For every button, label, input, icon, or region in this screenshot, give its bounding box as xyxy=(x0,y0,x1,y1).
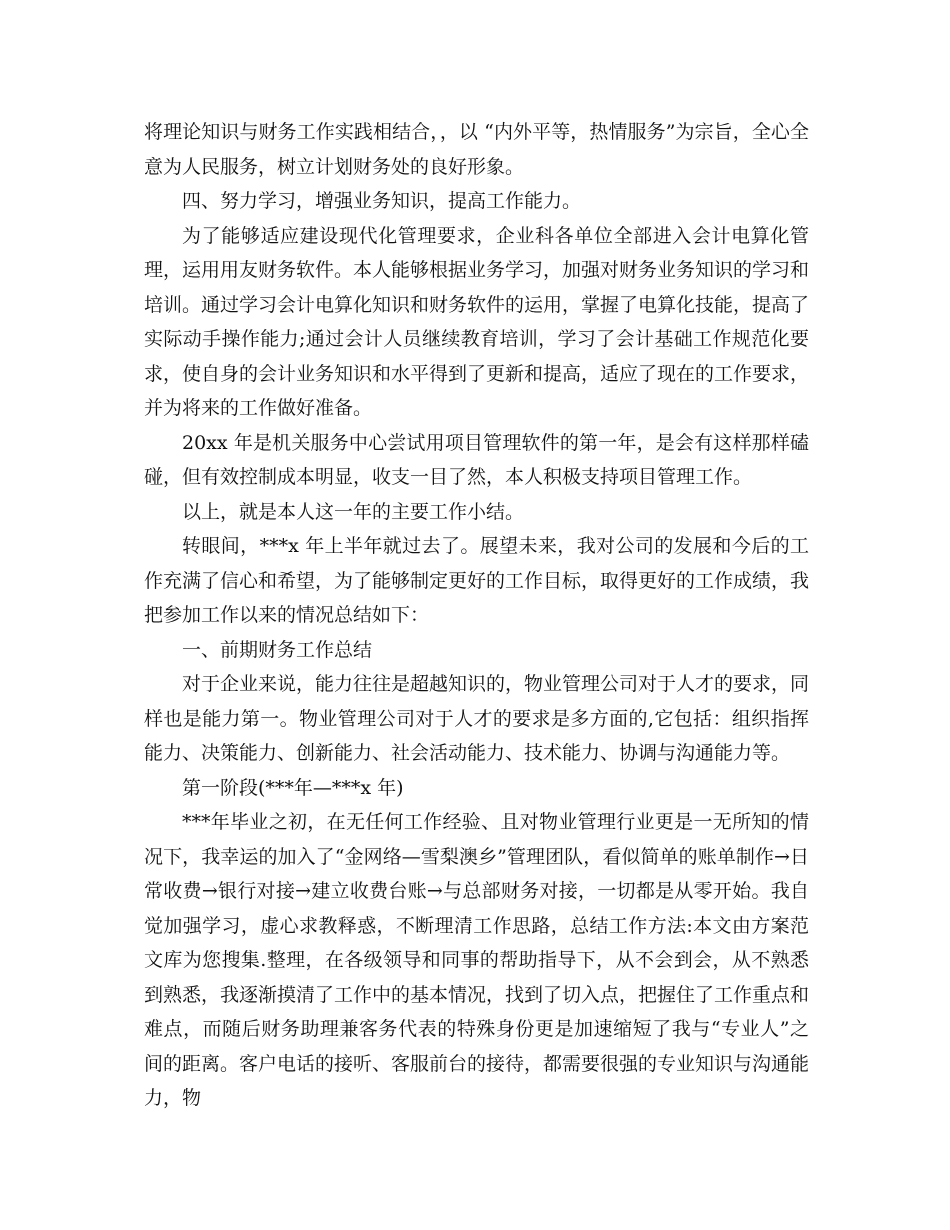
paragraph-1: 将理论知识与财务工作实践相结合，，以 “内外平等，热情服务”为宗旨，全心全意为人民服务，树立计划财务处的良好形象。 xyxy=(144,121,809,178)
paragraph-6: 转眼间，***x 年上半年就过去了。展望未来，我对公司的发展和今后的工作充满了信心和希望，为了能够制定更好的工作目标，取得更好的工作成绩，我把参加工作以来的情况总结如下： xyxy=(144,535,810,626)
paragraph-3: 为了能够适应建设现代化管理要求，企业科各单位全部进入会计电算化管理，运用用友财务软件。本人能够根据业务学习，加强对财务业务知识的学习和培训。通过学习会计电算化知识和财务软件的运用，掌握了电算化技能，提高了实际动手操作能力;通过会计人员继续教育培训，学习了会计基础工作规范化要求，使自身的会计业务知识和水平得到了更新和提高，适应了现在的工作要求，并为将来的工作做好准备。 xyxy=(144,224,810,419)
paragraph-8: 对于企业来说，能力往往是超越知识的，物业管理公司对于人才的要求，同样也是能力第一。物业管理公司对于人才的要求是多方面的,它包括：组织指挥能力、决策能力、创新能力、社会活动能力、技术能力、协调与沟通能力等。 xyxy=(144,673,810,764)
paragraph-10: ***年毕业之初，在无任何工作经验、且对物业管理行业更是一无所知的情况下，我幸运的加入了“金网络—雪梨澳乡”管理团队，看似简单的账单制作→日常收费→银行对接→建立收费台账→与总部财务对接，一切都是从零开始。我自觉加强学习，虚心求教释惑，不断理清工作思路，总结工作方法:本文由方案范文库为您搜集.整理，在各级领导和同事的帮助指导下，从不会到会，从不熟悉到熟悉，我逐渐摸清了工作中的基本情况，找到了切入点，把握住了工作重点和难点，而随后财务助理兼客务代表的特殊身份更是加速缩短了我与“专业人”之间的距离。客户电话的接听、客服前台的接待，都需要很强的专业知识与沟通能力，物 xyxy=(144,811,810,1109)
paragraph-4: 20xx 年是机关服务中心尝试用项目管理软件的第一年，是会有这样那样磕碰，但有效控制成本明显，收支一目了然，本人积极支持项目管理工作。 xyxy=(144,431,809,488)
paragraph-2: 四、努力学习，增强业务知识，提高工作能力。 xyxy=(182,190,582,212)
paragraph-5: 以上，就是本人这一年的主要工作小结。 xyxy=(182,500,525,523)
section-heading: 一、前期财务工作总结 xyxy=(182,638,373,661)
document-body xyxy=(144,115,809,1116)
stage-heading: 第一阶段(***年—***x 年) xyxy=(182,776,404,799)
